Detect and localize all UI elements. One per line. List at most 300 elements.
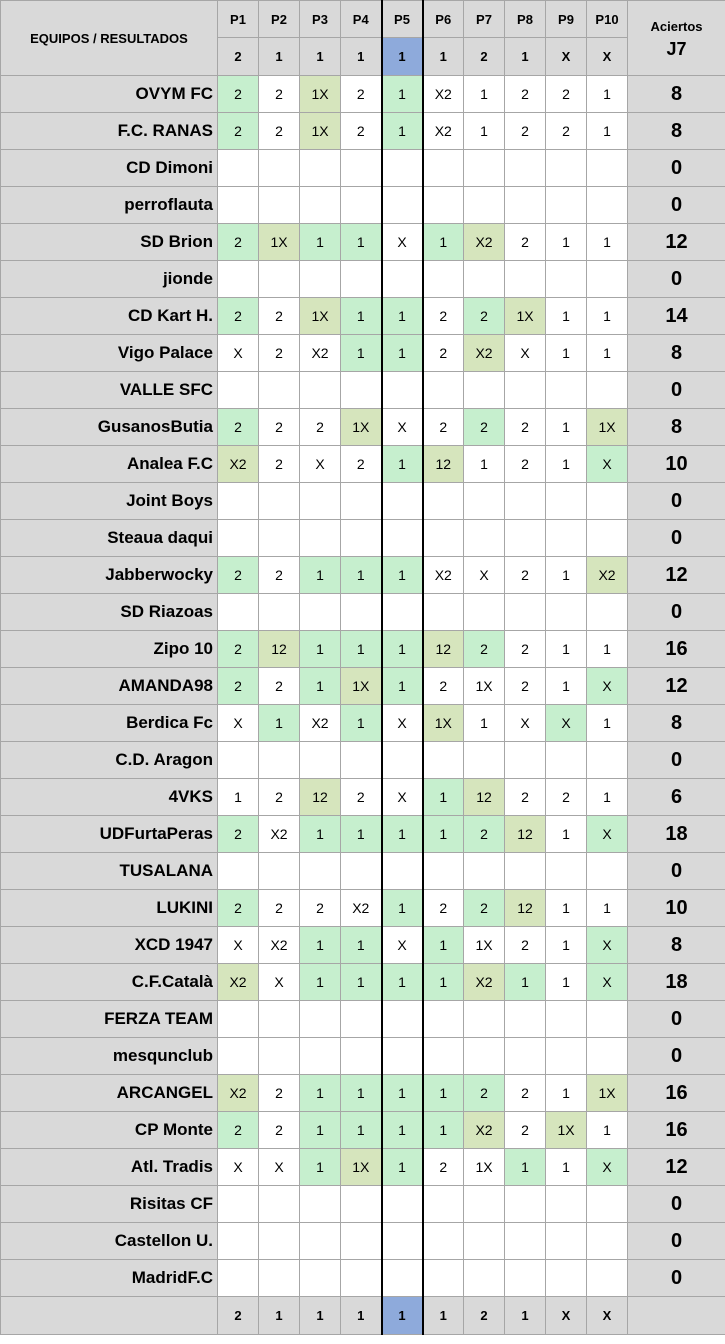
pick-cell: 2 bbox=[218, 224, 259, 261]
pick-cell: 2 bbox=[423, 890, 464, 927]
footer-result: 1 bbox=[300, 1297, 341, 1335]
pick-cell: 12 bbox=[300, 779, 341, 816]
pick-cell: 1 bbox=[300, 816, 341, 853]
pick-cell bbox=[382, 372, 423, 409]
pick-cell: 1X bbox=[300, 113, 341, 150]
pick-cell bbox=[423, 187, 464, 224]
pick-cell bbox=[464, 1186, 505, 1223]
pick-cell: 1 bbox=[587, 224, 628, 261]
pick-cell bbox=[546, 520, 587, 557]
table-row bbox=[1, 520, 725, 557]
pick-cell: 1 bbox=[546, 409, 587, 446]
table-row bbox=[1, 409, 725, 446]
pick-cell: 2 bbox=[464, 1075, 505, 1112]
table-row bbox=[1, 557, 725, 594]
column-header: P9 bbox=[546, 1, 587, 38]
team-name: C.F.Català bbox=[1, 964, 218, 1001]
pick-cell: 2 bbox=[218, 631, 259, 668]
pick-cell: 2 bbox=[218, 890, 259, 927]
pick-cell: 2 bbox=[259, 113, 300, 150]
pick-cell: 1 bbox=[546, 890, 587, 927]
points-cell: 8 bbox=[628, 927, 725, 964]
table-row bbox=[1, 335, 725, 372]
points-cell: 0 bbox=[628, 1038, 725, 1075]
team-name: GusanosButia bbox=[1, 409, 218, 446]
pick-cell: 1 bbox=[300, 668, 341, 705]
pick-cell bbox=[259, 372, 300, 409]
pick-cell: 1 bbox=[382, 298, 423, 335]
pick-cell bbox=[423, 1001, 464, 1038]
pick-cell bbox=[218, 483, 259, 520]
table-row bbox=[1, 594, 725, 631]
pick-cell bbox=[259, 520, 300, 557]
pick-cell: X bbox=[587, 816, 628, 853]
footer-row-results bbox=[1, 1297, 725, 1335]
pick-cell: X bbox=[587, 927, 628, 964]
table-row bbox=[1, 1260, 725, 1297]
table-row bbox=[1, 483, 725, 520]
column-header: P3 bbox=[300, 1, 341, 38]
pick-cell: 2 bbox=[505, 668, 546, 705]
pick-cell bbox=[218, 853, 259, 890]
pick-cell: 2 bbox=[259, 668, 300, 705]
pick-cell: 1X bbox=[505, 298, 546, 335]
pick-cell: X2 bbox=[300, 335, 341, 372]
pick-cell: 1 bbox=[341, 1075, 382, 1112]
pick-cell: 2 bbox=[423, 298, 464, 335]
pick-cell bbox=[300, 150, 341, 187]
pick-cell: 1X bbox=[423, 705, 464, 742]
pick-cell bbox=[218, 1001, 259, 1038]
pick-cell bbox=[300, 261, 341, 298]
table-row bbox=[1, 1223, 725, 1260]
points-cell: 12 bbox=[628, 1149, 725, 1186]
pick-cell: 2 bbox=[505, 779, 546, 816]
pick-cell bbox=[341, 1001, 382, 1038]
table-row bbox=[1, 113, 725, 150]
pick-cell bbox=[259, 1038, 300, 1075]
pick-cell: 1 bbox=[300, 1112, 341, 1149]
pick-cell: 2 bbox=[259, 890, 300, 927]
points-cell: 0 bbox=[628, 187, 725, 224]
pick-cell bbox=[423, 853, 464, 890]
points-cell: 18 bbox=[628, 816, 725, 853]
pick-cell: 2 bbox=[505, 631, 546, 668]
pick-cell: 1 bbox=[423, 224, 464, 261]
pick-cell: 1 bbox=[341, 964, 382, 1001]
pick-cell bbox=[505, 483, 546, 520]
pick-cell: 1X bbox=[259, 224, 300, 261]
pick-cell: 1 bbox=[464, 113, 505, 150]
pick-cell: 1X bbox=[300, 298, 341, 335]
pick-cell: 1 bbox=[382, 1075, 423, 1112]
pick-cell: X bbox=[382, 705, 423, 742]
points-cell: 0 bbox=[628, 150, 725, 187]
pick-cell bbox=[587, 853, 628, 890]
pick-cell: 1 bbox=[382, 446, 423, 483]
pick-cell: 1 bbox=[546, 927, 587, 964]
team-name: TUSALANA bbox=[1, 853, 218, 890]
pick-cell: 12 bbox=[423, 631, 464, 668]
pick-cell: 2 bbox=[341, 779, 382, 816]
pick-cell: 2 bbox=[464, 816, 505, 853]
pick-cell: X bbox=[587, 446, 628, 483]
pick-cell bbox=[587, 187, 628, 224]
table-row bbox=[1, 927, 725, 964]
pick-cell: 2 bbox=[218, 557, 259, 594]
points-cell: 0 bbox=[628, 853, 725, 890]
table-row bbox=[1, 1112, 725, 1149]
pick-cell bbox=[218, 742, 259, 779]
team-rows bbox=[1, 76, 725, 1297]
pick-cell: 1 bbox=[341, 816, 382, 853]
pick-cell bbox=[546, 1001, 587, 1038]
pick-cell bbox=[382, 187, 423, 224]
points-cell: 12 bbox=[628, 557, 725, 594]
aciertos-header bbox=[628, 1, 725, 76]
pick-cell: 2 bbox=[300, 890, 341, 927]
pick-cell: X2 bbox=[300, 705, 341, 742]
pick-cell bbox=[218, 1260, 259, 1297]
pick-cell bbox=[587, 520, 628, 557]
official-result: X bbox=[587, 38, 628, 76]
pick-cell: X bbox=[218, 335, 259, 372]
pick-cell: X bbox=[505, 335, 546, 372]
points-cell: 16 bbox=[628, 1075, 725, 1112]
points-cell: 14 bbox=[628, 298, 725, 335]
team-name: AMANDA98 bbox=[1, 668, 218, 705]
pick-cell: 2 bbox=[505, 224, 546, 261]
table-row bbox=[1, 742, 725, 779]
team-name: SD Riazoas bbox=[1, 594, 218, 631]
pick-cell bbox=[505, 1260, 546, 1297]
pick-cell bbox=[423, 742, 464, 779]
pick-cell: X bbox=[382, 927, 423, 964]
pick-cell bbox=[218, 594, 259, 631]
pick-cell: 2 bbox=[505, 1112, 546, 1149]
pick-cell: X2 bbox=[587, 557, 628, 594]
table-row bbox=[1, 372, 725, 409]
footer-result: 1 bbox=[341, 1297, 382, 1335]
pick-cell bbox=[382, 742, 423, 779]
pick-cell bbox=[382, 1260, 423, 1297]
team-name: Vigo Palace bbox=[1, 335, 218, 372]
pick-cell bbox=[341, 483, 382, 520]
pick-cell bbox=[382, 1001, 423, 1038]
pick-cell bbox=[505, 261, 546, 298]
pick-cell: 2 bbox=[423, 409, 464, 446]
team-name: Zipo 10 bbox=[1, 631, 218, 668]
table-row bbox=[1, 187, 725, 224]
pick-cell bbox=[341, 261, 382, 298]
pick-cell bbox=[341, 594, 382, 631]
pick-cell: 2 bbox=[218, 113, 259, 150]
table-row bbox=[1, 1001, 725, 1038]
pick-cell: 2 bbox=[218, 76, 259, 113]
pick-cell: 1 bbox=[341, 224, 382, 261]
pick-cell: X bbox=[587, 668, 628, 705]
pick-cell: 1 bbox=[464, 705, 505, 742]
table-row bbox=[1, 816, 725, 853]
footer-result: 2 bbox=[464, 1297, 505, 1335]
footer-result: 1 bbox=[259, 1297, 300, 1335]
pick-cell: 1 bbox=[382, 816, 423, 853]
pick-cell: 1 bbox=[341, 705, 382, 742]
points-cell: 0 bbox=[628, 594, 725, 631]
points-cell: 0 bbox=[628, 372, 725, 409]
pick-cell: 2 bbox=[259, 76, 300, 113]
pick-cell bbox=[218, 372, 259, 409]
pick-cell bbox=[546, 853, 587, 890]
pick-cell: 1 bbox=[587, 779, 628, 816]
team-name: CD Kart H. bbox=[1, 298, 218, 335]
points-cell: 16 bbox=[628, 631, 725, 668]
official-result: X bbox=[546, 38, 587, 76]
pick-cell: 2 bbox=[464, 631, 505, 668]
team-name: 4VKS bbox=[1, 779, 218, 816]
points-cell: 8 bbox=[628, 705, 725, 742]
pick-cell: 1 bbox=[464, 446, 505, 483]
pick-cell bbox=[300, 1001, 341, 1038]
pick-cell: 1 bbox=[300, 631, 341, 668]
pick-cell bbox=[546, 594, 587, 631]
pick-cell: 1 bbox=[423, 927, 464, 964]
pick-cell bbox=[382, 853, 423, 890]
official-result: 1 bbox=[505, 38, 546, 76]
pick-cell: 1 bbox=[382, 335, 423, 372]
pick-cell bbox=[423, 1186, 464, 1223]
team-name: C.D. Aragon bbox=[1, 742, 218, 779]
pick-cell bbox=[341, 520, 382, 557]
points-cell: 0 bbox=[628, 1186, 725, 1223]
pick-cell: 2 bbox=[341, 76, 382, 113]
pick-cell: 1X bbox=[341, 668, 382, 705]
pick-cell: 1 bbox=[546, 298, 587, 335]
footer-label bbox=[1, 1297, 218, 1335]
team-name: Steaua daqui bbox=[1, 520, 218, 557]
pick-cell bbox=[587, 1001, 628, 1038]
pick-cell bbox=[464, 1223, 505, 1260]
pick-cell bbox=[546, 1260, 587, 1297]
pick-cell bbox=[464, 372, 505, 409]
official-result: 2 bbox=[464, 38, 505, 76]
pick-cell bbox=[382, 261, 423, 298]
pick-cell bbox=[259, 594, 300, 631]
pick-cell: X2 bbox=[464, 224, 505, 261]
pick-cell: 1X bbox=[587, 1075, 628, 1112]
pick-cell: 2 bbox=[300, 409, 341, 446]
points-cell: 12 bbox=[628, 224, 725, 261]
team-name: SD Brion bbox=[1, 224, 218, 261]
column-header: P7 bbox=[464, 1, 505, 38]
pick-cell: 1X bbox=[464, 668, 505, 705]
pick-cell: 1 bbox=[546, 668, 587, 705]
team-name: CP Monte bbox=[1, 1112, 218, 1149]
pick-cell: 1 bbox=[382, 1149, 423, 1186]
pick-cell bbox=[546, 261, 587, 298]
pick-cell: 1X bbox=[464, 1149, 505, 1186]
team-name: mesqunclub bbox=[1, 1038, 218, 1075]
pick-cell bbox=[587, 1186, 628, 1223]
pick-cell bbox=[587, 1260, 628, 1297]
pick-cell: 1 bbox=[587, 298, 628, 335]
footer-result: X bbox=[587, 1297, 628, 1335]
pick-cell: 2 bbox=[218, 668, 259, 705]
pick-cell: 1 bbox=[546, 446, 587, 483]
pick-cell: 12 bbox=[505, 816, 546, 853]
pick-cell bbox=[382, 1186, 423, 1223]
pick-cell bbox=[423, 1260, 464, 1297]
team-name: VALLE SFC bbox=[1, 372, 218, 409]
pick-cell bbox=[546, 1186, 587, 1223]
pick-cell bbox=[423, 520, 464, 557]
column-header: P6 bbox=[423, 1, 464, 38]
pick-cell bbox=[464, 483, 505, 520]
pick-cell bbox=[423, 372, 464, 409]
pick-cell: X2 bbox=[341, 890, 382, 927]
pick-cell: 2 bbox=[423, 1149, 464, 1186]
team-name: LUKINI bbox=[1, 890, 218, 927]
pick-cell: 2 bbox=[464, 890, 505, 927]
points-cell: 0 bbox=[628, 483, 725, 520]
official-result: 1 bbox=[382, 38, 423, 76]
pick-cell: 2 bbox=[259, 409, 300, 446]
pick-cell: 1 bbox=[423, 964, 464, 1001]
pick-cell bbox=[587, 1223, 628, 1260]
pick-cell: X bbox=[587, 964, 628, 1001]
pick-cell bbox=[464, 1001, 505, 1038]
pick-cell bbox=[300, 483, 341, 520]
pick-cell: 1 bbox=[546, 557, 587, 594]
points-cell: 8 bbox=[628, 409, 725, 446]
pick-cell: 1 bbox=[341, 335, 382, 372]
pick-cell: X bbox=[587, 1149, 628, 1186]
pick-cell: X bbox=[382, 409, 423, 446]
pick-cell: 1 bbox=[505, 1149, 546, 1186]
pick-cell bbox=[259, 261, 300, 298]
footer-result: 1 bbox=[382, 1297, 423, 1335]
pick-cell: X bbox=[259, 1149, 300, 1186]
pick-cell bbox=[546, 187, 587, 224]
pick-cell bbox=[259, 853, 300, 890]
pick-cell: 2 bbox=[218, 298, 259, 335]
pick-cell: 1 bbox=[423, 1112, 464, 1149]
pick-cell: 1X bbox=[546, 1112, 587, 1149]
team-name: Joint Boys bbox=[1, 483, 218, 520]
pick-cell bbox=[259, 1001, 300, 1038]
pick-cell bbox=[341, 150, 382, 187]
pick-cell bbox=[218, 150, 259, 187]
pick-cell: X2 bbox=[464, 1112, 505, 1149]
points-cell: 8 bbox=[628, 76, 725, 113]
pick-cell: 2 bbox=[341, 446, 382, 483]
footer-result: 1 bbox=[423, 1297, 464, 1335]
pick-cell: 2 bbox=[218, 1112, 259, 1149]
pick-cell: 2 bbox=[505, 1075, 546, 1112]
pick-cell: X2 bbox=[218, 964, 259, 1001]
points-cell: 8 bbox=[628, 335, 725, 372]
pick-cell bbox=[464, 742, 505, 779]
table-row bbox=[1, 964, 725, 1001]
pick-cell: X2 bbox=[259, 927, 300, 964]
pick-cell bbox=[587, 372, 628, 409]
pick-cell: X2 bbox=[259, 816, 300, 853]
pick-cell: 1 bbox=[300, 1149, 341, 1186]
pick-cell: X2 bbox=[218, 1075, 259, 1112]
points-cell: 10 bbox=[628, 446, 725, 483]
pick-cell bbox=[259, 187, 300, 224]
pick-cell bbox=[341, 187, 382, 224]
team-name: Castellon U. bbox=[1, 1223, 218, 1260]
pick-cell bbox=[300, 1038, 341, 1075]
pick-cell: 1 bbox=[341, 927, 382, 964]
pick-cell: 2 bbox=[505, 113, 546, 150]
pick-cell: 1X bbox=[300, 76, 341, 113]
pick-cell bbox=[382, 520, 423, 557]
pick-cell bbox=[259, 742, 300, 779]
pick-cell bbox=[505, 742, 546, 779]
official-result: 1 bbox=[341, 38, 382, 76]
pick-cell bbox=[300, 742, 341, 779]
team-name: Atl. Tradis bbox=[1, 1149, 218, 1186]
team-name: UDFurtaPeras bbox=[1, 816, 218, 853]
pick-cell bbox=[300, 520, 341, 557]
pick-cell bbox=[587, 150, 628, 187]
table-row bbox=[1, 224, 725, 261]
pick-cell: 2 bbox=[505, 446, 546, 483]
table-row bbox=[1, 298, 725, 335]
pick-cell bbox=[341, 372, 382, 409]
team-name: Berdica Fc bbox=[1, 705, 218, 742]
pick-cell: 1 bbox=[546, 1149, 587, 1186]
pick-cell bbox=[259, 150, 300, 187]
pick-cell bbox=[218, 520, 259, 557]
pick-cell bbox=[341, 853, 382, 890]
points-cell: 10 bbox=[628, 890, 725, 927]
pick-cell: X bbox=[300, 446, 341, 483]
pick-cell bbox=[300, 594, 341, 631]
pick-cell bbox=[341, 1260, 382, 1297]
pick-cell: X bbox=[218, 1149, 259, 1186]
pick-cell: 2 bbox=[505, 76, 546, 113]
pick-cell: 1X bbox=[464, 927, 505, 964]
pick-cell bbox=[464, 187, 505, 224]
points-cell: 0 bbox=[628, 1223, 725, 1260]
pick-cell bbox=[218, 1223, 259, 1260]
pick-cell: 1 bbox=[382, 631, 423, 668]
pick-cell bbox=[300, 1186, 341, 1223]
pick-cell bbox=[423, 1038, 464, 1075]
pick-cell: 1 bbox=[464, 76, 505, 113]
pick-cell bbox=[587, 483, 628, 520]
table-row bbox=[1, 853, 725, 890]
official-result: 1 bbox=[259, 38, 300, 76]
pick-cell bbox=[546, 372, 587, 409]
pick-cell bbox=[218, 1038, 259, 1075]
pick-cell: 2 bbox=[546, 779, 587, 816]
pick-cell bbox=[546, 742, 587, 779]
pick-cell: 2 bbox=[505, 927, 546, 964]
pick-cell: X bbox=[382, 224, 423, 261]
points-cell: 8 bbox=[628, 113, 725, 150]
pick-cell: 1 bbox=[218, 779, 259, 816]
table-row bbox=[1, 1075, 725, 1112]
pick-cell: X2 bbox=[423, 113, 464, 150]
column-header: P10 bbox=[587, 1, 628, 38]
pick-cell bbox=[341, 1223, 382, 1260]
pick-cell: 1 bbox=[423, 816, 464, 853]
pick-cell: 1 bbox=[546, 1075, 587, 1112]
